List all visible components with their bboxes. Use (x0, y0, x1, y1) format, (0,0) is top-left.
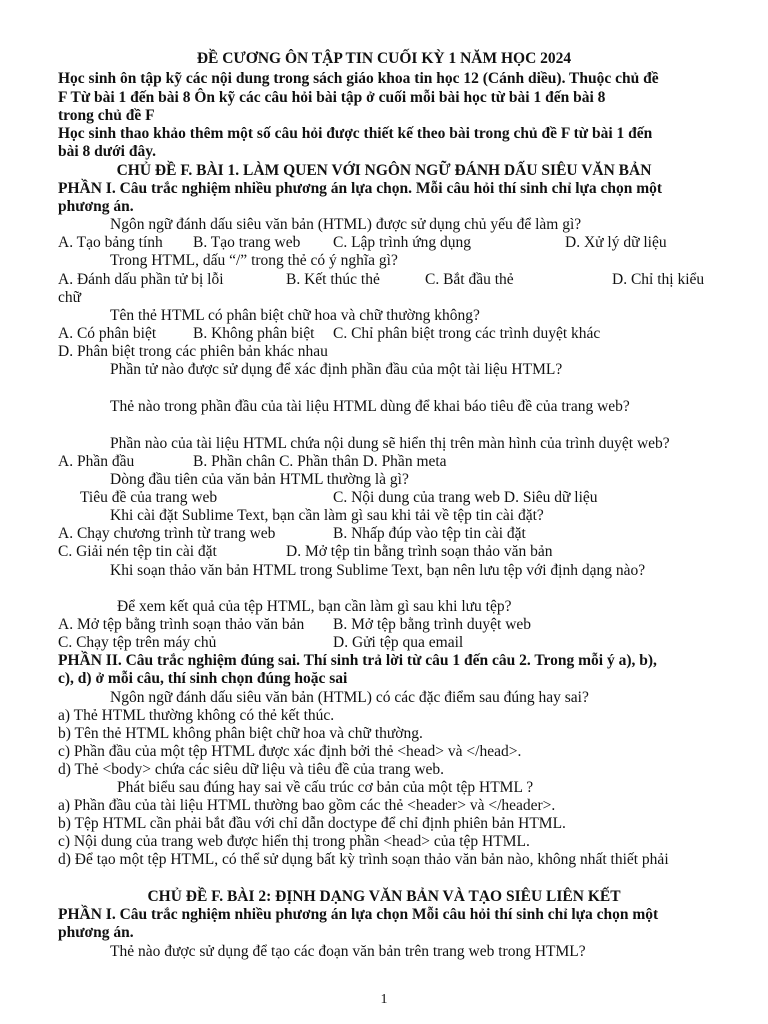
statement-d: d) Thẻ <body> chứa các siêu dữ liệu và tiêu đề của trang web. (58, 761, 445, 778)
question-2: Trong HTML, dấu “/” trong thẻ có ý nghĩa gì? (110, 252, 398, 269)
option-c-d: C. Nội dung của trang web D. Siêu dữ liệu (333, 489, 598, 506)
question-1: Ngôn ngữ đánh dấu siêu văn bản (HTML) được sử dụng chủ yếu để làm gì? (110, 216, 582, 233)
statement-a: a) Phần đầu của tài liệu HTML thường bao gồm các thẻ <header> và </header>. (58, 797, 556, 814)
question-4: Phần tử nào được sử dụng để xác định phần đầu của một tài liệu HTML? (110, 361, 563, 378)
lesson-1-title: CHỦ ĐỀ F. BÀI 1. LÀM QUEN VỚI NGÔN NGỮ ĐÁNH DẤU SIÊU VĂN BẢN (116, 162, 652, 179)
part-1-heading: phương án. (58, 924, 134, 941)
option-d: D. Mở tệp tin bằng trình soạn thảo văn bản (286, 543, 553, 560)
option-c: C. Lập trình ứng dụng (333, 234, 471, 251)
option-b-c-d: B. Phần chân C. Phần thân D. Phần meta (193, 453, 447, 470)
part-1-heading: PHẦN I. Câu trắc nghiệm nhiều phương án lựa chọn Mỗi câu hỏi thí sinh chỉ lựa chọn một (58, 906, 659, 923)
part-1-heading: PHẦN I. Câu trắc nghiệm nhiều phương án lựa chọn. Mỗi câu hỏi thí sinh chỉ lựa chọn một (58, 180, 663, 197)
question-10: Để xem kết quả của tệp HTML, bạn cần làm gì sau khi lưu tệp? (117, 598, 512, 615)
option-d: D. Xử lý dữ liệu (565, 234, 667, 251)
page-number: 1 (380, 992, 388, 1007)
question-9: Khi soạn thảo văn bản HTML trong Sublime Text, bạn nên lưu tệp với định dạng nào? (110, 562, 646, 579)
option-c: C. Chỉ phân biệt trong các trình duyệt khác (333, 325, 601, 342)
option-a: A. Có phân biệt (58, 325, 157, 342)
statement-c: c) Nội dung của trang web được hiển thị trong phần <head> của tệp HTML. (58, 833, 530, 850)
option-c: C. Chạy tệp trên máy chủ (58, 634, 217, 651)
option-d-continued: chữ (58, 289, 82, 306)
option-b: B. Mở tệp bằng trình duyệt web (333, 616, 532, 633)
option-b: B. Tạo trang web (193, 234, 301, 251)
part-2-heading: c), d) ở mỗi câu, thí sinh chọn đúng hoặc sai (58, 670, 348, 687)
option-a: A. Tạo bảng tính (58, 234, 163, 251)
option-d: D. Phân biệt trong các phiên bản khác nhau (58, 343, 328, 360)
option-a: A. Chạy chương trình từ trang web (58, 525, 276, 542)
intro-line: Học sinh thao khảo thêm một số câu hỏi được thiết kế theo bài trong chủ đề F từ bài 1 đến (58, 125, 653, 142)
intro-line: F Từ bài 1 đến bài 8 Ôn kỹ các câu hỏi bài tập ở cuối mỗi bài học từ bài 1 đến bài 8 (58, 89, 606, 106)
option-a: A. Mở tệp bằng trình soạn thảo văn bản (58, 616, 305, 633)
option-a: A. Phần đầu (58, 453, 135, 470)
question-7: Dòng đầu tiên của văn bản HTML thường là gì? (110, 471, 409, 488)
statement-b: b) Tên thẻ HTML không phân biệt chữ hoa và chữ thường. (58, 725, 423, 742)
document-title: ĐỀ CƯƠNG ÔN TẬP TIN CUỐI KỲ 1 NĂM HỌC 2024 (196, 50, 572, 67)
statement-b: b) Tệp HTML cần phải bắt đầu với chỉ dẫn doctype để chỉ định phiên bản HTML. (58, 815, 566, 832)
statement-a: a) Thẻ HTML thường không có thẻ kết thúc. (58, 707, 335, 724)
intro-line: trong chủ đề F (58, 107, 155, 124)
part-1-heading: phương án. (58, 198, 134, 215)
statement-d: d) Để tạo một tệp HTML, có thể sử dụng bất kỳ trình soạn thảo văn bản nào, không nhất thiết phải (58, 851, 669, 868)
question-5: Thẻ nào trong phần đầu của tài liệu HTML dùng để khai báo tiêu đề của trang web? (110, 398, 630, 415)
option-c: C. Giải nén tệp tin cài đặt (58, 543, 217, 560)
option-b: B. Nhấp đúp vào tệp tin cài đặt (333, 525, 526, 542)
option-d: D. Gửi tệp qua email (333, 634, 464, 651)
question-3: Tên thẻ HTML có phân biệt chữ hoa và chữ thường không? (110, 307, 480, 324)
question-1: Thẻ nào được sử dụng để tạo các đoạn văn bản trên trang web trong HTML? (110, 943, 586, 960)
option-b: Tiêu đề của trang web (80, 489, 218, 506)
option-b: B. Kết thúc thẻ (286, 271, 380, 288)
lesson-2-title: CHỦ ĐỀ F. BÀI 2: ĐỊNH DẠNG VĂN BẢN VÀ TẠO SIÊU LIÊN KẾT (147, 888, 621, 905)
part-2-heading: PHẦN II. Câu trắc nghiệm đúng sai. Thí sinh trả lời từ câu 1 đến câu 2. Trong mỗi ý a), b), (58, 652, 657, 669)
intro-line: bài 8 dưới đây. (58, 143, 157, 160)
question-8: Khi cài đặt Sublime Text, bạn cần làm gì sau khi tải về tệp tin cài đặt? (110, 507, 544, 524)
true-false-question-1: Ngôn ngữ đánh dấu siêu văn bản (HTML) có các đặc điểm sau đúng hay sai? (110, 689, 589, 706)
option-b: B. Không phân biệt (193, 325, 315, 342)
intro-line: Học sinh ôn tập kỹ các nội dung trong sách giáo khoa tin học 12 (Cánh diều). Thuộc chủ đề (58, 70, 659, 87)
statement-c: c) Phần đầu của một tệp HTML được xác định bởi thẻ <head> và </head>. (58, 743, 522, 760)
option-c: C. Bắt đầu thẻ (425, 271, 514, 288)
option-d: D. Chỉ thị kiểu (612, 271, 705, 288)
question-6: Phần nào của tài liệu HTML chứa nội dung sẽ hiển thị trên màn hình của trình duyệt web? (110, 435, 670, 452)
option-a: A. Đánh dấu phần tử bị lỗi (58, 271, 224, 288)
true-false-question-2: Phát biểu sau đúng hay sai về cấu trúc cơ bản của một tệp HTML ? (117, 779, 534, 796)
